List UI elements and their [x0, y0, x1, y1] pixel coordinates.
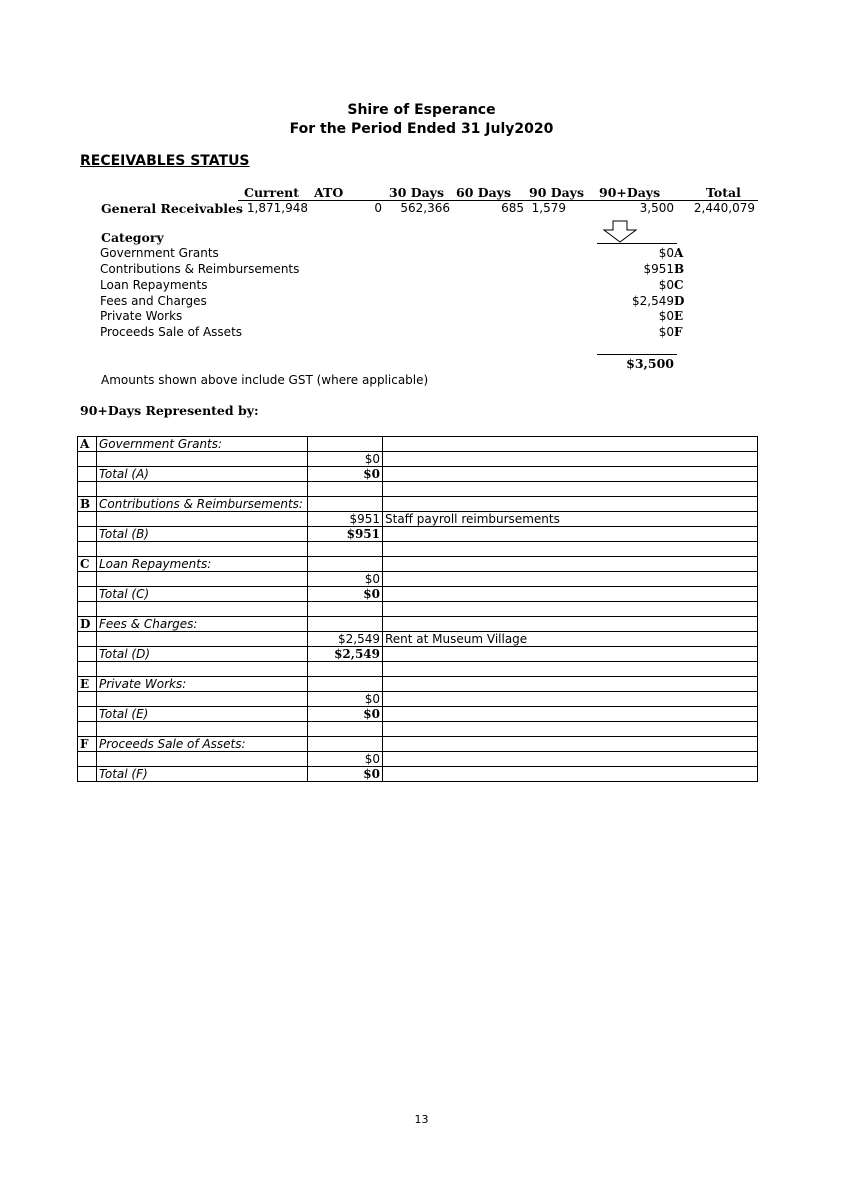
- category-letter: C: [674, 278, 684, 292]
- category-letter: F: [674, 325, 683, 339]
- group-heading: Private Works:: [97, 677, 308, 692]
- group-total: $0: [308, 767, 383, 782]
- group-heading: Proceeds Sale of Assets:: [97, 737, 308, 752]
- category-item: [100, 246, 686, 262]
- col-60-days: 60 Days: [456, 185, 511, 200]
- table-row: [78, 467, 758, 482]
- table-row: [78, 767, 758, 782]
- table-row: [78, 452, 758, 467]
- group-letter: F: [78, 737, 97, 752]
- group-total: $2,549: [308, 647, 383, 662]
- category-label: Fees and Charges: [100, 294, 207, 308]
- category-label: Loan Repayments: [100, 278, 208, 292]
- table-row: [78, 737, 758, 752]
- category-amount: $0: [658, 325, 674, 339]
- group-amount: $0: [308, 752, 383, 767]
- val-90-days: 1,579: [531, 201, 566, 215]
- col-90plus-days: 90+Days: [599, 185, 661, 200]
- val-90plus-days: 3,500: [639, 201, 674, 215]
- spacer-row: [78, 662, 758, 677]
- group-heading: Loan Repayments:: [97, 557, 308, 572]
- group-heading: Fees & Charges:: [97, 617, 308, 632]
- group-total-label: Total (D): [97, 647, 308, 662]
- category-amount: $2,549: [632, 294, 674, 308]
- group-letter: A: [78, 437, 97, 452]
- group-desc: Rent at Museum Village: [383, 632, 758, 647]
- spacer-row: [78, 722, 758, 737]
- table-row: [78, 572, 758, 587]
- group-letter: C: [78, 557, 97, 572]
- col-30-days: 30 Days: [389, 185, 444, 200]
- val-60-days: 685: [501, 201, 524, 215]
- represented-table: [77, 436, 758, 782]
- category-letter: A: [674, 246, 684, 260]
- group-total-label: Total (C): [97, 587, 308, 602]
- group-total: $951: [308, 527, 383, 542]
- table-row: [78, 707, 758, 722]
- category-item: [100, 294, 686, 310]
- category-amount: $951: [643, 262, 674, 276]
- group-total: $0: [308, 467, 383, 482]
- table-row: [78, 587, 758, 602]
- spacer-row: [78, 602, 758, 617]
- category-amount: $0: [658, 246, 674, 260]
- table-row: [78, 437, 758, 452]
- group-total-label: Total (F): [97, 767, 308, 782]
- category-label: Government Grants: [100, 246, 219, 260]
- group-amount: $2,549: [308, 632, 383, 647]
- table-row: [78, 632, 758, 647]
- val-total: 2,440,079: [693, 201, 755, 215]
- spacer-row: [78, 482, 758, 497]
- org-title: Shire of Esperance: [347, 102, 496, 118]
- group-desc: [383, 572, 758, 587]
- group-heading: Contributions & Reimbursements:: [97, 497, 308, 512]
- category-label: Private Works: [100, 309, 183, 323]
- category-letter: E: [674, 309, 684, 323]
- spacer-row: [78, 542, 758, 557]
- group-desc: [383, 752, 758, 767]
- group-total-label: Total (E): [97, 707, 308, 722]
- table-row: [78, 752, 758, 767]
- period-title: For the Period Ended 31 July2020: [289, 121, 554, 137]
- category-letter: D: [674, 294, 685, 308]
- table-row: [78, 512, 758, 527]
- group-desc: [383, 452, 758, 467]
- page-number: 13: [414, 1113, 429, 1126]
- group-amount: $0: [308, 692, 383, 707]
- group-amount: $0: [308, 572, 383, 587]
- category-total: $3,500: [626, 356, 674, 371]
- category-title: Category: [101, 230, 164, 245]
- group-amount: $0: [308, 452, 383, 467]
- table-row: [78, 617, 758, 632]
- gst-note: Amounts shown above include GST (where applicable): [101, 373, 429, 387]
- category-item: [100, 278, 686, 294]
- val-current: 1,871,948: [246, 201, 308, 215]
- val-ato: 0: [374, 201, 382, 215]
- represented-title: 90+Days Represented by:: [80, 403, 259, 418]
- group-total-label: Total (A): [97, 467, 308, 482]
- col-total: Total: [706, 185, 741, 200]
- category-item: [100, 309, 686, 325]
- table-row: [78, 527, 758, 542]
- col-ato: ATO: [314, 185, 344, 200]
- category-label: Contributions & Reimbursements: [100, 262, 300, 276]
- group-total: $0: [308, 587, 383, 602]
- group-letter: E: [78, 677, 97, 692]
- col-90-days: 90 Days: [529, 185, 584, 200]
- category-amount: $0: [658, 278, 674, 292]
- group-desc: Staff payroll reimbursements: [383, 512, 758, 527]
- group-amount: $951: [308, 512, 383, 527]
- group-desc: [383, 692, 758, 707]
- category-label: Proceeds Sale of Assets: [100, 325, 243, 339]
- section-title: RECEIVABLES STATUS: [80, 153, 250, 169]
- table-row: [78, 497, 758, 512]
- row-label: General Receivables: [101, 201, 243, 216]
- category-item: [100, 262, 686, 278]
- group-total: $0: [308, 707, 383, 722]
- down-arrow-icon: [600, 220, 644, 244]
- table-row: [78, 677, 758, 692]
- val-30-days: 562,366: [400, 201, 450, 215]
- category-item: [100, 325, 686, 341]
- category-letter: B: [674, 262, 685, 276]
- group-letter: D: [78, 617, 97, 632]
- table-row: [78, 692, 758, 707]
- table-row: [78, 557, 758, 572]
- category-amount: $0: [658, 309, 674, 323]
- table-row: [78, 647, 758, 662]
- group-letter: B: [78, 497, 97, 512]
- group-total-label: Total (B): [97, 527, 308, 542]
- col-current: Current: [244, 185, 300, 200]
- group-heading: Government Grants:: [97, 437, 308, 452]
